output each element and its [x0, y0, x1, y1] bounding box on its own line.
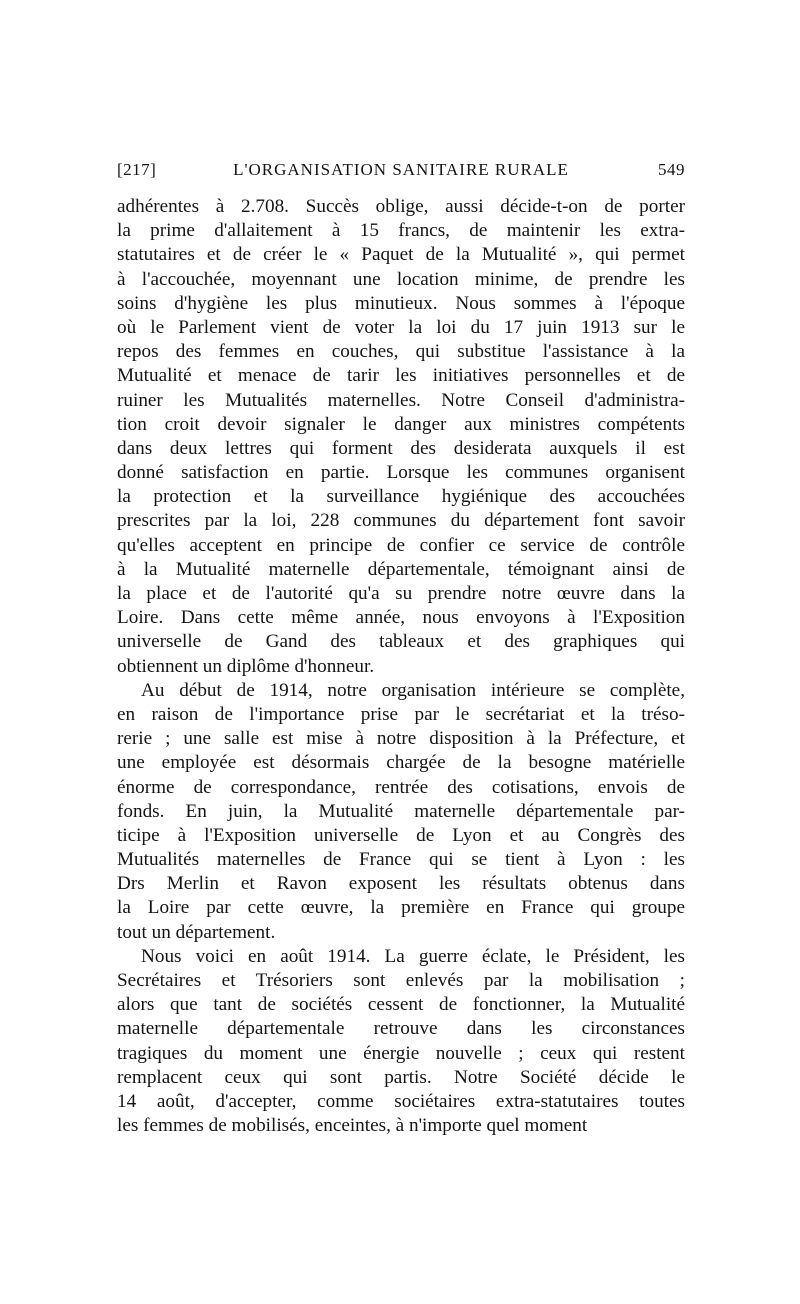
text-line: statutaires et de créer le « Paquet de la Mutualité », qui permet	[117, 244, 685, 266]
text-line: donné satisfaction en partie. Lorsque les communes organisent	[117, 462, 685, 484]
paragraph	[117, 195, 685, 679]
text-line: tout un département.	[117, 921, 276, 943]
text-line: alors que tant de sociétés cessent de fonctionner, la Mutualité	[117, 994, 685, 1016]
text-line: Mutualités maternelles de France qui se tient à Lyon : les	[117, 849, 685, 871]
text-line: 14 août, d'accepter, comme sociétaires extra-statutaires toutes	[117, 1090, 685, 1112]
text-line: où le Parlement vient de voter la loi du 17 juin 1913 sur le	[117, 316, 685, 338]
text-line: à la Mutualité maternelle départementale, témoignant ainsi de	[117, 558, 685, 580]
text-line: tragiques du moment une énergie nouvelle ; ceux qui restent	[117, 1042, 685, 1064]
text-line: soins d'hygiène les plus minutieux. Nous sommes à l'époque	[117, 292, 685, 314]
page-bracket-number: [217]	[117, 160, 157, 179]
text-line: obtiennent un diplôme d'honneur.	[117, 655, 375, 677]
text-line: adhérentes à 2.708. Succès oblige, aussi décide-t-on de porter	[117, 196, 685, 217]
page-number: 549	[658, 160, 685, 179]
text-line: Mutualité et menace de tarir les initiatives personnelles et de	[117, 365, 685, 387]
text-line: tion croit devoir signaler le danger aux ministres compétents	[117, 413, 685, 435]
text-line: ruiner les Mutualités maternelles. Notre Conseil d'administra-	[117, 389, 685, 411]
text-line: remplacent ceux qui sont partis. Notre Société décide le	[117, 1066, 685, 1088]
text-line: énorme de correspondance, rentrée des cotisations, envois de	[117, 776, 685, 798]
text-line: rerie ; une salle est mise à notre disposition à la Préfecture, et	[117, 728, 685, 750]
running-title: L'ORGANISATION SANITAIRE RURALE	[233, 160, 569, 179]
text-line: ticipe à l'Exposition universelle de Lyon et au Congrès des	[117, 824, 685, 846]
text-line: universelle de Gand des tableaux et des graphiques qui	[117, 631, 685, 653]
paragraph	[117, 679, 685, 945]
text-line: la protection et la surveillance hygiénique des accouchées	[117, 486, 685, 508]
text-line: fonds. En juin, la Mutualité maternelle départementale par-	[117, 800, 685, 822]
text-line: Nous voici en août 1914. La guerre éclate, le Président, les	[141, 945, 685, 967]
text-line: maternelle départementale retrouve dans les circonstances	[117, 1018, 685, 1040]
text-line: repos des femmes en couches, qui substitue l'assistance à la	[117, 341, 685, 363]
text-line: Loire. Dans cette même année, nous envoyons à l'Exposition	[117, 607, 685, 629]
text-line: la prime d'allaitement à 15 francs, de maintenir les extra-	[117, 220, 685, 242]
text-line: Secrétaires et Trésoriers sont enlevés par la mobilisation ;	[117, 970, 685, 991]
paragraph	[117, 945, 685, 1139]
text-line: les femmes de mobilisés, enceintes, à n'importe quel moment	[117, 1115, 588, 1137]
text-line: à l'accouchée, moyennant une location minime, de prendre les	[117, 268, 685, 290]
running-head	[117, 160, 685, 184]
text-line: prescrites par la loi, 228 communes du département font savoir	[117, 510, 685, 532]
text-line: en raison de l'importance prise par le secrétariat et la tréso-	[117, 703, 685, 725]
text-line: Drs Merlin et Ravon exposent les résultats obtenus dans	[117, 873, 685, 895]
text-line: la Loire par cette œuvre, la première en France qui groupe	[117, 897, 685, 919]
text-line: une employée est désormais chargée de la besogne matérielle	[117, 752, 685, 774]
text-line: qu'elles acceptent en principe de confier ce service de contrôle	[117, 534, 685, 556]
text-line: dans deux lettres qui forment des desiderata auxquels il est	[117, 437, 685, 459]
body-text	[117, 195, 685, 1138]
text-line: la place et de l'autorité qu'a su prendre notre œuvre dans la	[117, 583, 685, 604]
text-line: Au début de 1914, notre organisation intérieure se complète,	[141, 679, 685, 701]
